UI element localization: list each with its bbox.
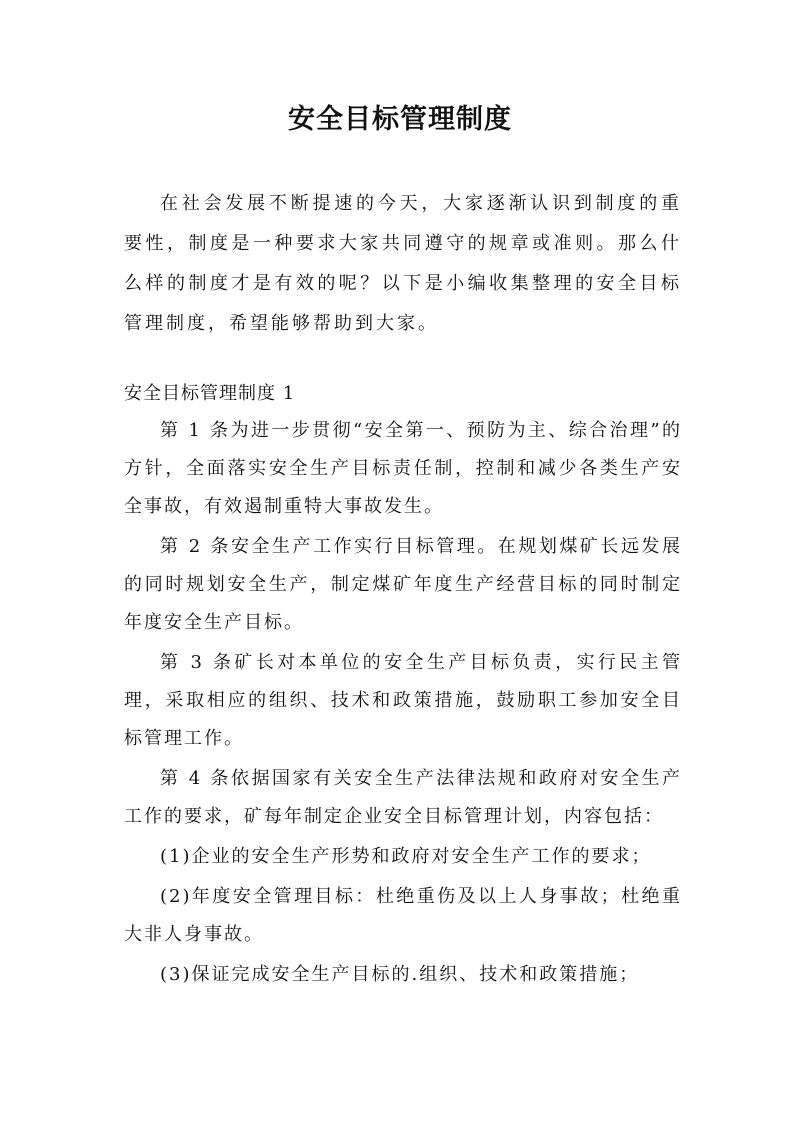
document-title: 安全目标管理制度 <box>288 104 512 135</box>
article-list <box>124 412 682 996</box>
article-2: 第 2 条安全生产工作实行目标管理。在规划煤矿长远发展的同时规划安全生产，制定煤矿年度生产经营目标的同时制定年度安全生产目标。 <box>124 536 682 633</box>
list-item-1: (1)企业的安全生产形势和政府对安全生产工作的要求； <box>160 846 652 867</box>
article-1: 第 1 条为进一步贯彻“安全第一、预防为主、综合治理”的方针，全面落实安全生产目标责任制，控制和减少各类生产安全事故，有效遏制重特大事故发生。 <box>124 420 682 517</box>
list-item-3: (3)保证完成安全生产目标的.组织、技术和政策措施； <box>160 964 640 985</box>
list-item-2: (2)年度安全管理目标：杜绝重伤及以上人身事故；杜绝重大非人身事故。 <box>124 886 682 945</box>
article-4: 第 4 条依据国家有关安全生产法律法规和政府对安全生产工作的要求，矿每年制定企业安全目标管理计划，内容包括： <box>124 768 682 827</box>
section-heading: 安全目标管理制度 1 <box>124 383 296 404</box>
article-3: 第 3 条矿长对本单位的安全生产目标负责，实行民主管理，采取相应的组织、技术和政策措施，鼓励职工参加安全目标管理工作。 <box>124 652 682 749</box>
intro-paragraph: 在社会发展不断提速的今天，大家逐渐认识到制度的重要性，制度是一种要求大家共同遵守的规章或准则。那么什么样的制度才是有效的呢？以下是小编收集整理的安全目标管理制度，希望能够帮助到大家。 <box>124 193 682 334</box>
